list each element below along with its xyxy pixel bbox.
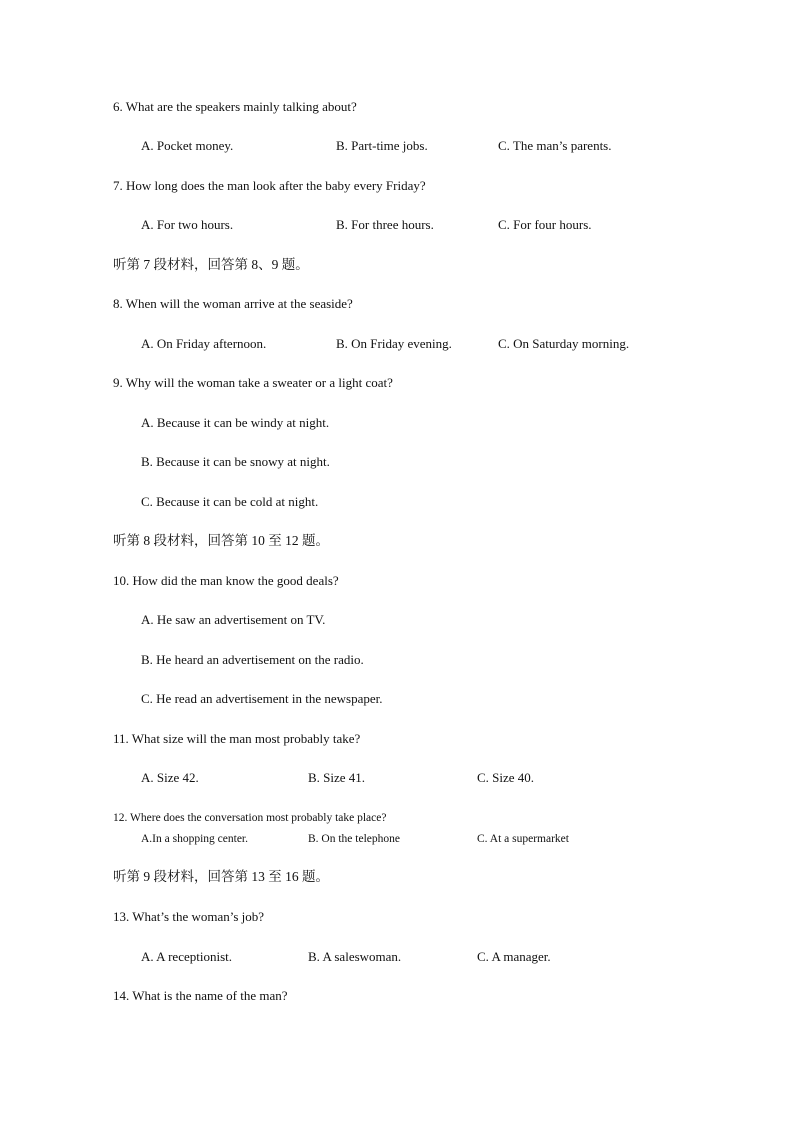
question-13: 13. What’s the woman’s job? [113, 909, 265, 924]
q7-option-b: B. For three hours. [336, 217, 434, 232]
q9-option-a: A. Because it can be windy at night. [141, 415, 330, 430]
q13-option-c: C. A manager. [477, 949, 551, 964]
question-14: 14. What is the name of the man? [113, 988, 288, 1003]
q10-option-a: A. He saw an advertisement on TV. [141, 612, 326, 627]
q13-option-b: B. A saleswoman. [308, 949, 402, 964]
q9-option-c: C. Because it can be cold at night. [141, 494, 319, 509]
q12-option-b: B. On the telephone [308, 833, 400, 845]
question-8: 8. When will the woman arrive at the seaside? [113, 296, 353, 311]
q8-option-c: C. On Saturday morning. [498, 336, 630, 351]
q9-option-b: B. Because it can be snowy at night. [141, 454, 330, 469]
q13-option-a: A. A receptionist. [141, 949, 232, 964]
q12-option-a: A.In a shopping center. [141, 833, 248, 845]
q10-option-b: B. He heard an advertisement on the radio. [141, 652, 364, 667]
q11-option-b: B. Size 41. [308, 770, 366, 785]
q6-option-a: A. Pocket money. [141, 138, 234, 153]
q7-option-a: A. For two hours. [141, 217, 234, 232]
q8-option-b: B. On Friday evening. [336, 336, 452, 351]
question-6: 6. What are the speakers mainly talking about? [113, 99, 357, 114]
question-12: 12. Where does the conversation most probably take place? [113, 812, 387, 824]
q6-option-b: B. Part-time jobs. [336, 138, 428, 153]
q11-option-c: C. Size 40. [477, 770, 535, 785]
question-7: 7. How long does the man look after the baby every Friday? [113, 178, 426, 193]
q10-option-c: C. He read an advertisement in the newspaper. [141, 691, 383, 706]
section-heading-9: 听第 9 段材料，回答第 13 至 16 题。 [113, 869, 329, 884]
q12-option-c: C. At a supermarket [477, 833, 569, 845]
q7-option-c: C. For four hours. [498, 217, 592, 232]
q11-option-a: A. Size 42. [141, 770, 199, 785]
q6-option-c: C. The man’s parents. [498, 138, 612, 153]
question-9: 9. Why will the woman take a sweater or a light coat? [113, 375, 393, 390]
question-10: 10. How did the man know the good deals? [113, 573, 339, 588]
q8-option-a: A. On Friday afternoon. [141, 336, 267, 351]
section-heading-8: 听第 8 段材料，回答第 10 至 12 题。 [113, 533, 329, 548]
question-11: 11. What size will the man most probably take? [113, 731, 361, 746]
section-heading-7: 听第 7 段材料，回答第 8、9 题。 [113, 257, 309, 272]
